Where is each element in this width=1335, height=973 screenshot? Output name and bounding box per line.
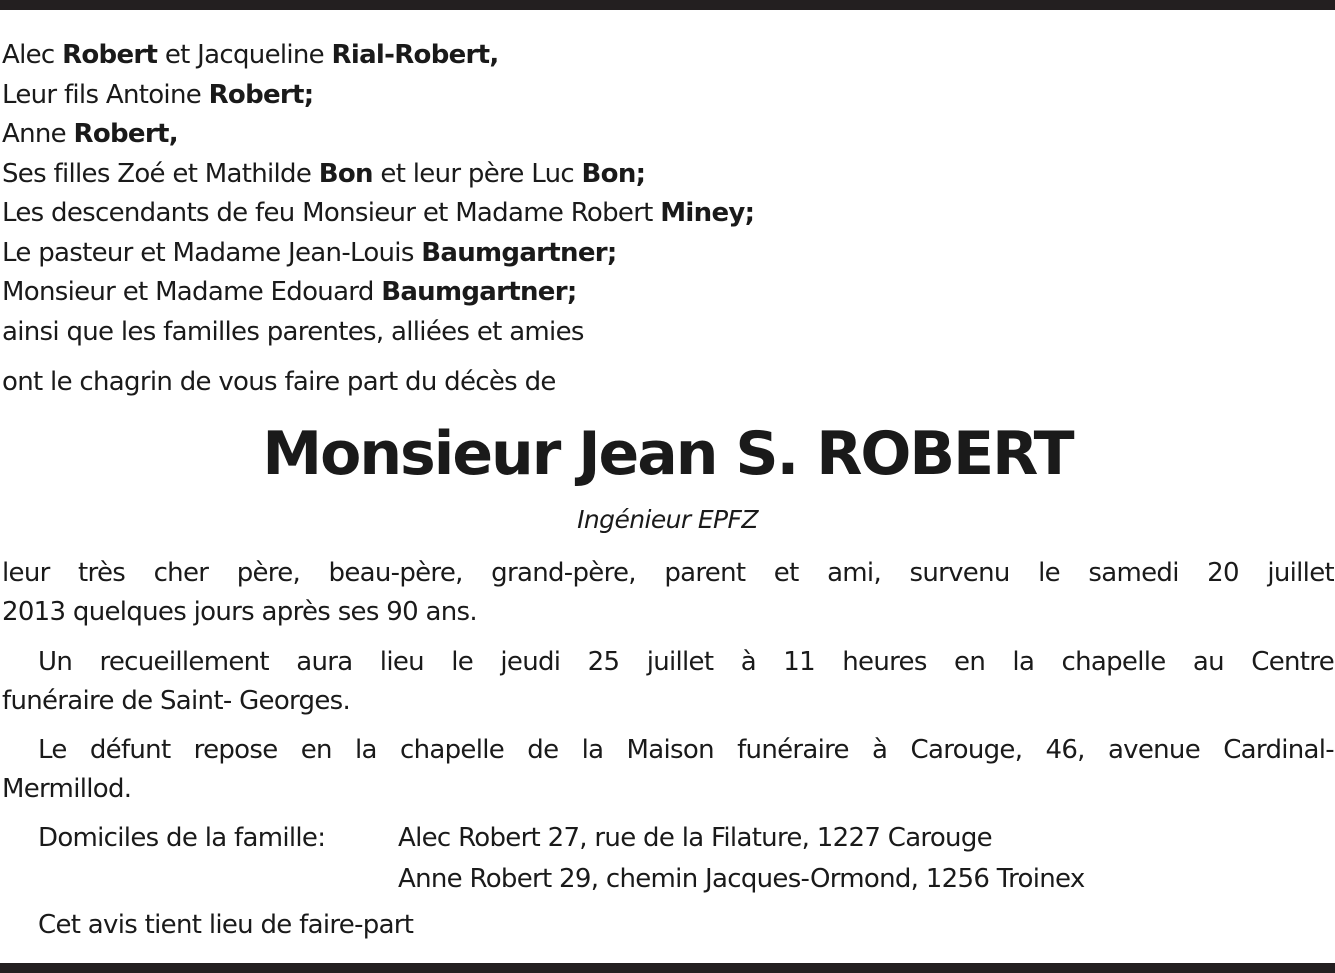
family-line-3: Anne Robert, [2, 119, 178, 149]
paragraph-line: 2013 quelques jours après ses 90 ans. [2, 597, 477, 627]
domiciles-label: Domiciles de la famille: [38, 823, 326, 853]
paragraph-death-details [2, 554, 1334, 632]
family-line-8: ainsi que les familles parentes, alliées et amies [2, 316, 584, 347]
domicile-address: Anne Robert 29, chemin Jacques-Ormond, 1256 Troinex [398, 864, 1085, 894]
domicile-row [38, 818, 1085, 859]
family-line-4: Ses filles Zoé et Mathilde Bon et leur père Luc Bon; [2, 158, 646, 189]
paragraph-line: Un recueillement aura lieu le jeudi 25 juillet à 11 heures en la chapelle au Centre [38, 647, 1334, 677]
domiciles-label-spacer [38, 859, 398, 900]
family-line-6: Le pasteur et Madame Jean-Louis Baumgartner; [2, 237, 617, 268]
family-list [2, 36, 1332, 352]
family-line-1: Alec Robert et Jacqueline Rial-Robert, [2, 40, 499, 70]
family-line-7: Monsieur et Madame Edouard Baumgartner; [2, 277, 577, 307]
family-line-2: Leur fils Antoine Robert; [2, 79, 314, 110]
paragraph-line: Le défunt repose en la chapelle de la Maison funéraire à Carouge, 46, avenue Cardinal- [38, 735, 1334, 765]
announcement-intro: ont le chagrin de vous faire part du décès de [2, 367, 556, 397]
deceased-title: Ingénieur EPFZ [577, 505, 758, 534]
paragraph-resting-place [2, 731, 1334, 809]
family-domiciles [38, 818, 1085, 900]
deceased-name: Monsieur Jean S. ROBERT [262, 419, 1073, 489]
domicile-row [38, 859, 1085, 900]
top-rule [0, 0, 1335, 10]
bottom-rule [0, 963, 1335, 973]
paragraph-line: funéraire de Saint- Georges. [2, 686, 351, 716]
closing-note: Cet avis tient lieu de faire-part [38, 910, 414, 940]
family-line-5: Les descendants de feu Monsieur et Madame Robert Miney; [2, 198, 755, 228]
paragraph-line: Mermillod. [2, 774, 132, 804]
domicile-address: Alec Robert 27, rue de la Filature, 1227 Carouge [398, 823, 992, 853]
paragraph-ceremony [2, 643, 1334, 721]
paragraph-line: leur très cher père, beau-père, grand-père, parent et ami, survenu le samedi 20 juillet [2, 558, 1334, 588]
